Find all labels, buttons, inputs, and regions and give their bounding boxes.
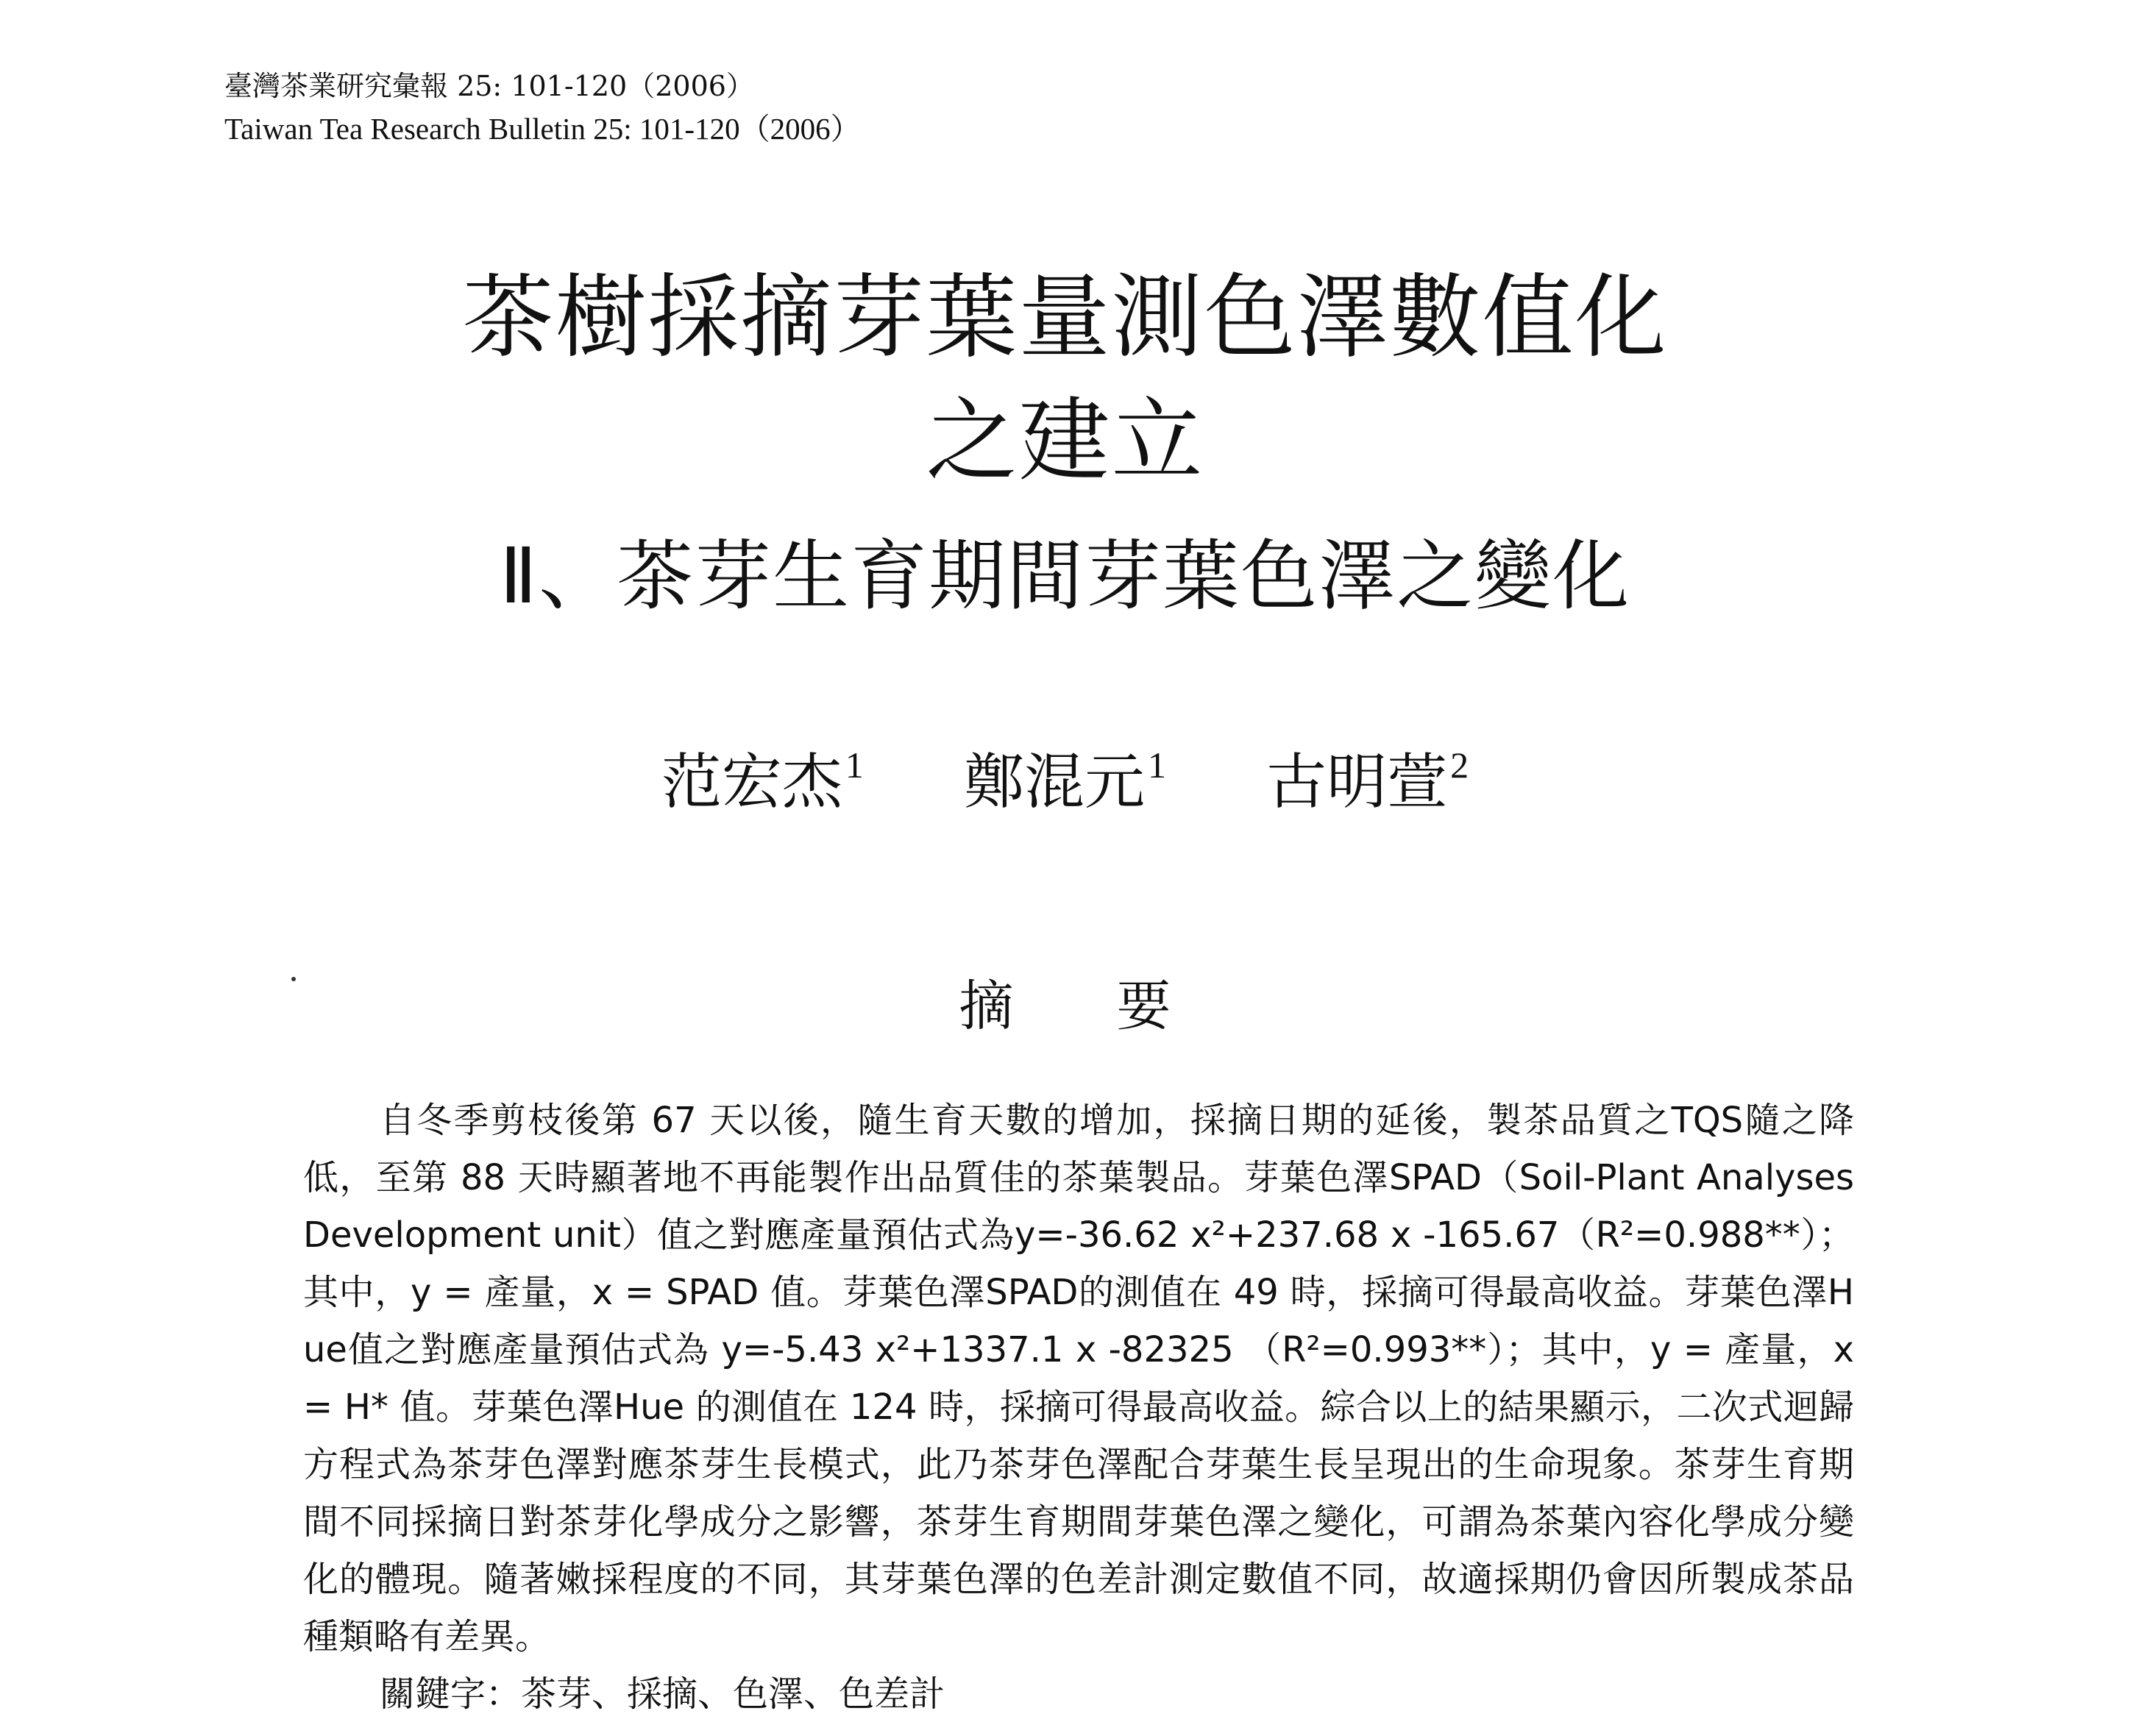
author-affiliation: 1 bbox=[1148, 744, 1166, 786]
author-name: 古明萱 bbox=[1266, 747, 1448, 817]
keywords: 關鍵字：茶芽、採摘、色澤、色差計 bbox=[380, 1673, 945, 1715]
journal-citation-zh: 臺灣茶業研究彙報 25: 101-120（2006） bbox=[224, 70, 754, 102]
author-2 bbox=[963, 744, 1166, 817]
author-affiliation: 2 bbox=[1450, 744, 1469, 786]
author-name: 鄭混元 bbox=[963, 747, 1145, 817]
journal-citation-en: Taiwan Tea Research Bulletin 25: 101-120（2006） bbox=[224, 112, 861, 146]
abstract-heading: 摘要 bbox=[959, 975, 1274, 1038]
author-3 bbox=[1266, 744, 1469, 817]
author-list bbox=[0, 725, 2130, 823]
paper-subtitle: Ⅱ、茶芽生育期間芽葉色澤之變化 bbox=[499, 531, 1631, 621]
journal-header bbox=[224, 65, 861, 150]
abstract-section bbox=[303, 1092, 1854, 1723]
abstract-body: 自冬季剪枝後第 67 天以後，隨生育天數的增加，採摘日期的延後，製茶品質之TQS隨之降低，至第 88 天時顯著地不再能製作出品質佳的茶葉製品。芽葉色澤SPAD（Soil-Plant Analyses Development unit）值之對應產量預估式為y=-36.62 x²+237.68 x -165.67（R²=0.988**）；其中，y = 產量，x = SPAD 值。芽葉色澤SPAD的測值在 49 時，採摘可得最高收益。芽葉色澤Hue值之對應產量預估式為 y=-5.43 x²+1337.1 x -82325 （R²=0.993**）；其中，y = 產量，x = H* 值。芽葉色澤Hue 的測值在 124 時，採摘可得最高收益。綜合以上的結果顯示，二次式迴歸方程式為茶芽色澤對應茶芽生長模式，此乃茶芽色澤配合芽葉生長呈現出的生命現象。茶芽生育期間不同採摘日對茶芽化學成分之影響，茶芽生育期間芽葉色澤之變化，可謂為茶葉內容化學成分變化的體現。隨著嫩採程度的不同，其芽葉色澤的色差計測定數值不同，故適採期仍會因所製成茶品種類略有差異。 bbox=[303, 1100, 1854, 1657]
author-affiliation: 1 bbox=[845, 744, 864, 786]
paper-title-line-1: 茶樹採摘芽葉量測色澤數值化 bbox=[462, 265, 1668, 371]
paper-title-line-2: 之建立 bbox=[926, 388, 1204, 494]
author-name: 范宏杰 bbox=[661, 747, 842, 817]
author-1 bbox=[661, 744, 864, 817]
paper-title bbox=[0, 256, 2130, 503]
